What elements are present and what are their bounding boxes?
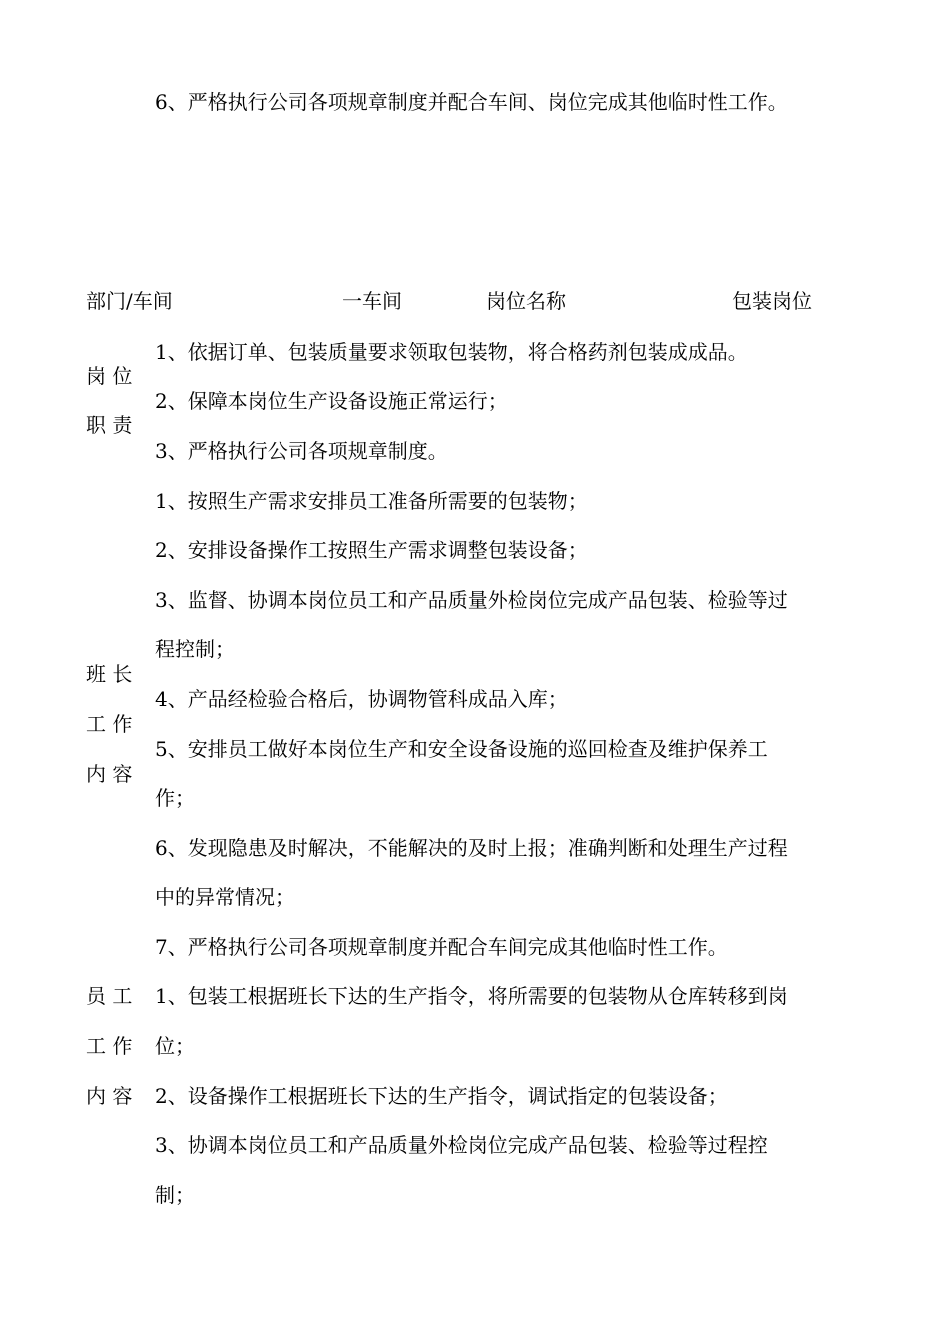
leader-item-7: 7、严格执行公司各项规章制度并配合车间完成其他临时性工作。 <box>155 935 728 959</box>
leader-item-5: 5、安排员工做好本岗位生产和安全设备设施的巡回检查及维护保养工 <box>155 737 768 761</box>
dept-label: 部门/车间 <box>86 289 173 313</box>
duties-label-line-2: 职 责 <box>86 413 133 437</box>
staff-item-3-cont: 制； <box>155 1183 195 1207</box>
leader-item-3-cont: 程控制； <box>155 637 235 661</box>
duty-item-1: 1、依据订单、包装质量要求领取包装物，将合格药剂包装成成品。 <box>155 340 748 364</box>
post-name-label: 岗位名称 <box>486 289 566 313</box>
leader-item-5-cont: 作； <box>155 786 195 810</box>
leader-item-1: 1、按照生产需求安排员工准备所需要的包装物； <box>155 489 588 513</box>
leader-item-3: 3、监督、协调本岗位员工和产品质量外检岗位完成产品包装、检验等过 <box>155 588 788 612</box>
dept-value: 一车间 <box>342 289 402 313</box>
duty-item-3: 3、严格执行公司各项规章制度。 <box>155 439 448 463</box>
duty-item-2: 2、保障本岗位生产设备设施正常运行； <box>155 389 508 413</box>
leader-item-2: 2、安排设备操作工按照生产需求调整包装设备； <box>155 538 588 562</box>
staff-label-line-1: 员 工 <box>86 984 133 1008</box>
leader-label-line-1: 班 长 <box>86 662 133 686</box>
leader-item-4: 4、产品经检验合格后，协调物管科成品入库； <box>155 687 568 711</box>
leader-item-6: 6、发现隐患及时解决，不能解决的及时上报；准确判断和处理生产过程 <box>155 836 788 860</box>
staff-label-line-2: 工 作 <box>86 1034 133 1058</box>
staff-item-3: 3、协调本岗位员工和产品质量外检岗位完成产品包装、检验等过程控 <box>155 1133 768 1157</box>
previous-section-item-6: 6、严格执行公司各项规章制度并配合车间、岗位完成其他临时性工作。 <box>155 90 788 114</box>
post-name-value: 包装岗位 <box>732 289 812 313</box>
staff-item-2: 2、设备操作工根据班长下达的生产指令，调试指定的包装设备； <box>155 1084 728 1108</box>
duties-label-line-1: 岗 位 <box>86 364 133 388</box>
staff-item-1: 1、包装工根据班长下达的生产指令，将所需要的包装物从仓库转移到岗 <box>155 984 788 1008</box>
leader-item-6-cont: 中的异常情况； <box>155 885 295 909</box>
leader-label-line-2: 工 作 <box>86 712 133 736</box>
leader-label-line-3: 内 容 <box>86 762 133 786</box>
staff-label-line-3: 内 容 <box>86 1084 133 1108</box>
staff-item-1-cont: 位； <box>155 1034 195 1058</box>
